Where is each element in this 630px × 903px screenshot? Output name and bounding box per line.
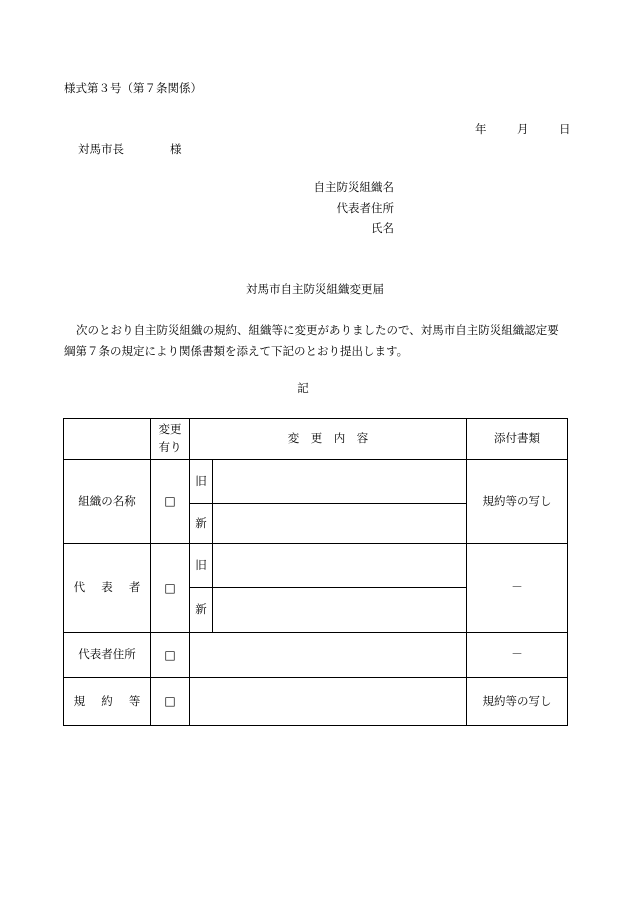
new-label: 新 xyxy=(190,588,213,633)
row-rep-address-checkbox[interactable] xyxy=(151,633,190,678)
date-line xyxy=(475,124,571,136)
old-label: 旧 xyxy=(190,544,213,588)
addressee xyxy=(78,144,182,156)
addressee-name: 対馬市長 xyxy=(78,142,124,156)
applicant-rep-address-label: 代表者住所 xyxy=(336,201,394,215)
checkbox-icon[interactable]: □ xyxy=(164,647,176,662)
checkbox-icon[interactable]: □ xyxy=(164,580,176,595)
row-representative-label: 代表者 xyxy=(73,580,157,595)
row-bylaws-label-cell xyxy=(64,678,157,726)
ki-label: 記 xyxy=(297,381,309,395)
applicant-name-label: 氏名 xyxy=(371,221,394,235)
table-header-row xyxy=(64,419,568,460)
representative-new-field[interactable] xyxy=(213,588,467,633)
checkbox-icon[interactable]: □ xyxy=(164,694,176,709)
header-attachment-cell xyxy=(467,419,568,460)
header-attachment: 添付書類 xyxy=(494,431,540,446)
new-label: 新 xyxy=(190,504,213,544)
header-content-cell xyxy=(190,419,467,460)
applicant-org-name-label: 自主防災組織名 xyxy=(313,180,394,194)
table-row xyxy=(64,678,568,726)
table-row xyxy=(64,544,568,588)
old-label: 旧 xyxy=(190,460,213,504)
row-org-name-checkbox[interactable] xyxy=(151,460,190,544)
form-number: 様式第３号（第７条関係） xyxy=(64,81,202,95)
header-change-line1: 変更 xyxy=(158,422,182,437)
row-bylaws-attachment: 規約等の写し xyxy=(467,678,568,726)
addressee-honorific: 様 xyxy=(170,142,182,156)
header-change-cell xyxy=(151,419,190,460)
bylaws-field[interactable] xyxy=(190,678,467,726)
header-change-line2: 有り xyxy=(158,440,182,454)
checkbox-icon[interactable]: □ xyxy=(164,494,176,509)
header-content: 変 更 内 容 xyxy=(287,431,369,446)
table-row xyxy=(64,633,568,678)
date-year: 年 xyxy=(475,122,487,136)
date-day: 日 xyxy=(559,122,571,136)
document-title: 対馬市自主防災組織変更届 xyxy=(246,282,384,296)
header-item-cell xyxy=(64,419,151,460)
date-month: 月 xyxy=(517,122,529,136)
rep-address-field[interactable] xyxy=(190,633,467,678)
row-bylaws-label: 規約等 xyxy=(73,693,157,708)
representative-old-field[interactable] xyxy=(213,544,467,588)
row-representative-attachment: － xyxy=(467,544,568,633)
table-row xyxy=(64,460,568,504)
org-name-new-field[interactable] xyxy=(213,504,467,544)
row-representative-checkbox[interactable] xyxy=(151,544,190,633)
change-table xyxy=(63,418,568,726)
org-name-old-field[interactable] xyxy=(213,460,467,504)
row-org-name-label: 組織の名称 xyxy=(64,460,151,544)
body-text: 次のとおり自主防災組織の規約、組織等に変更がありましたので、対馬市自主防災組織認定要綱第７条の規定により関係書類を添えて下記のとおり提出します。 xyxy=(64,323,559,358)
row-rep-address-attachment: － xyxy=(467,633,568,678)
row-org-name-attachment: 規約等の写し xyxy=(467,460,568,544)
row-representative-label-cell xyxy=(64,544,157,633)
row-rep-address-label: 代表者住所 xyxy=(64,633,151,678)
row-bylaws-checkbox[interactable] xyxy=(151,678,190,726)
